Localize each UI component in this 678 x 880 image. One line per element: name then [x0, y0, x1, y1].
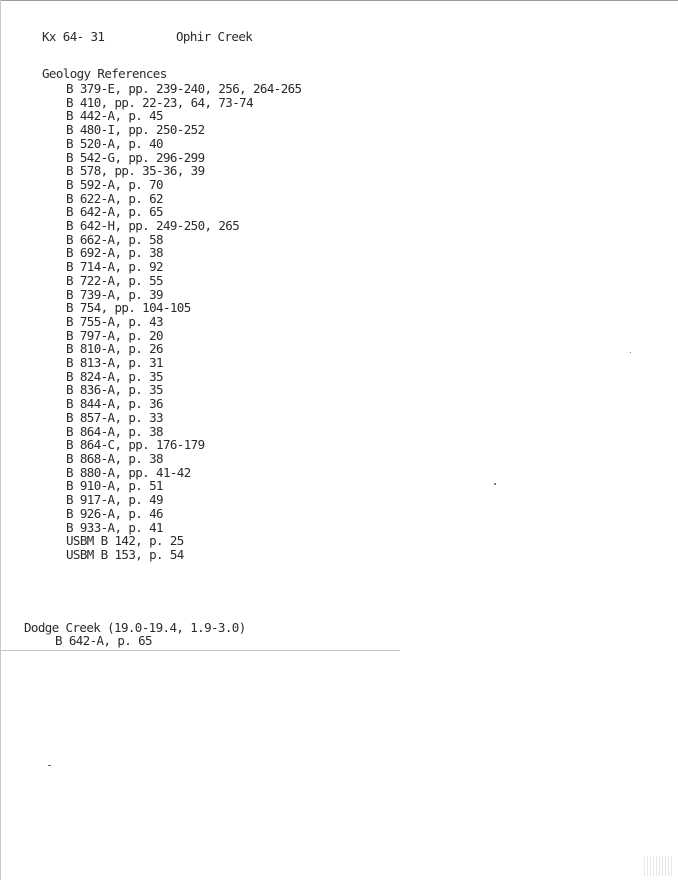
reference-item: B 542-G, pp. 296-299 [66, 149, 205, 165]
reference-item: B 910-A, p. 51 [66, 478, 163, 494]
dodge-creek-heading: Dodge Creek (19.0-19.4, 1.9-3.0) [24, 620, 246, 635]
reference-item: B 926-A, p. 46 [66, 505, 163, 521]
reference-item: B 642-H, pp. 249-250, 265 [66, 218, 240, 234]
reference-item: B 480-I, pp. 250-252 [66, 122, 205, 138]
reference-item: B 714-A, p. 92 [66, 259, 163, 275]
reference-item: B 410, pp. 22-23, 64, 73-74 [66, 94, 253, 110]
geology-references-list [66, 82, 301, 562]
reference-item: B 520-A, p. 40 [66, 135, 163, 151]
reference-item: B 917-A, p. 49 [66, 492, 163, 508]
reference-item: B 622-A, p. 62 [66, 190, 163, 206]
document-id: Kx 64- 31 [42, 29, 105, 44]
reference-item: B 880-A, pp. 41-42 [66, 464, 191, 480]
page-top-edge [0, 0, 678, 1]
reference-item: B 739-A, p. 39 [66, 286, 163, 302]
dodge-creek-references-list [55, 634, 152, 648]
reference-item: B 379-E, pp. 239-240, 256, 264-265 [66, 81, 302, 96]
reference-item: B 864-C, pp. 176-179 [66, 437, 205, 453]
horizontal-rule [0, 650, 400, 651]
reference-item: B 810-A, p. 26 [66, 341, 163, 357]
reference-item: B 857-A, p. 33 [66, 409, 163, 425]
reference-item: B 578, pp. 35-36, 39 [66, 163, 205, 179]
page-left-edge [0, 0, 1, 880]
reference-item: B 836-A, p. 35 [66, 382, 163, 398]
reference-item: B 662-A, p. 58 [66, 231, 163, 247]
reference-item: B 755-A, p. 43 [66, 313, 163, 329]
reference-item: B 442-A, p. 45 [66, 108, 163, 124]
reference-item: B 868-A, p. 38 [66, 450, 163, 466]
scan-speck [494, 483, 496, 485]
reference-item: B 797-A, p. 20 [66, 327, 163, 343]
scan-noise-mark [644, 856, 672, 876]
reference-item: USBM B 153, p. 54 [66, 546, 184, 562]
reference-item: B 864-A, p. 38 [66, 423, 163, 439]
reference-item: B 692-A, p. 38 [66, 245, 163, 261]
reference-item: USBM B 142, p. 25 [66, 533, 184, 549]
reference-item: B 933-A, p. 41 [66, 519, 163, 535]
scan-speck [630, 352, 631, 353]
reference-item: B 844-A, p. 36 [66, 396, 163, 412]
reference-item: B 754, pp. 104-105 [66, 300, 191, 316]
reference-item: B 813-A, p. 31 [66, 355, 163, 371]
geology-references-heading: Geology References [42, 66, 167, 81]
reference-item: B 642-A, p. 65 [55, 633, 152, 648]
reference-item: B 592-A, p. 70 [66, 176, 163, 192]
reference-item: B 722-A, p. 55 [66, 272, 163, 288]
scan-speck [48, 765, 51, 766]
document-title: Ophir Creek [176, 29, 253, 44]
reference-item: B 642-A, p. 65 [66, 204, 163, 220]
reference-item: B 824-A, p. 35 [66, 368, 163, 384]
